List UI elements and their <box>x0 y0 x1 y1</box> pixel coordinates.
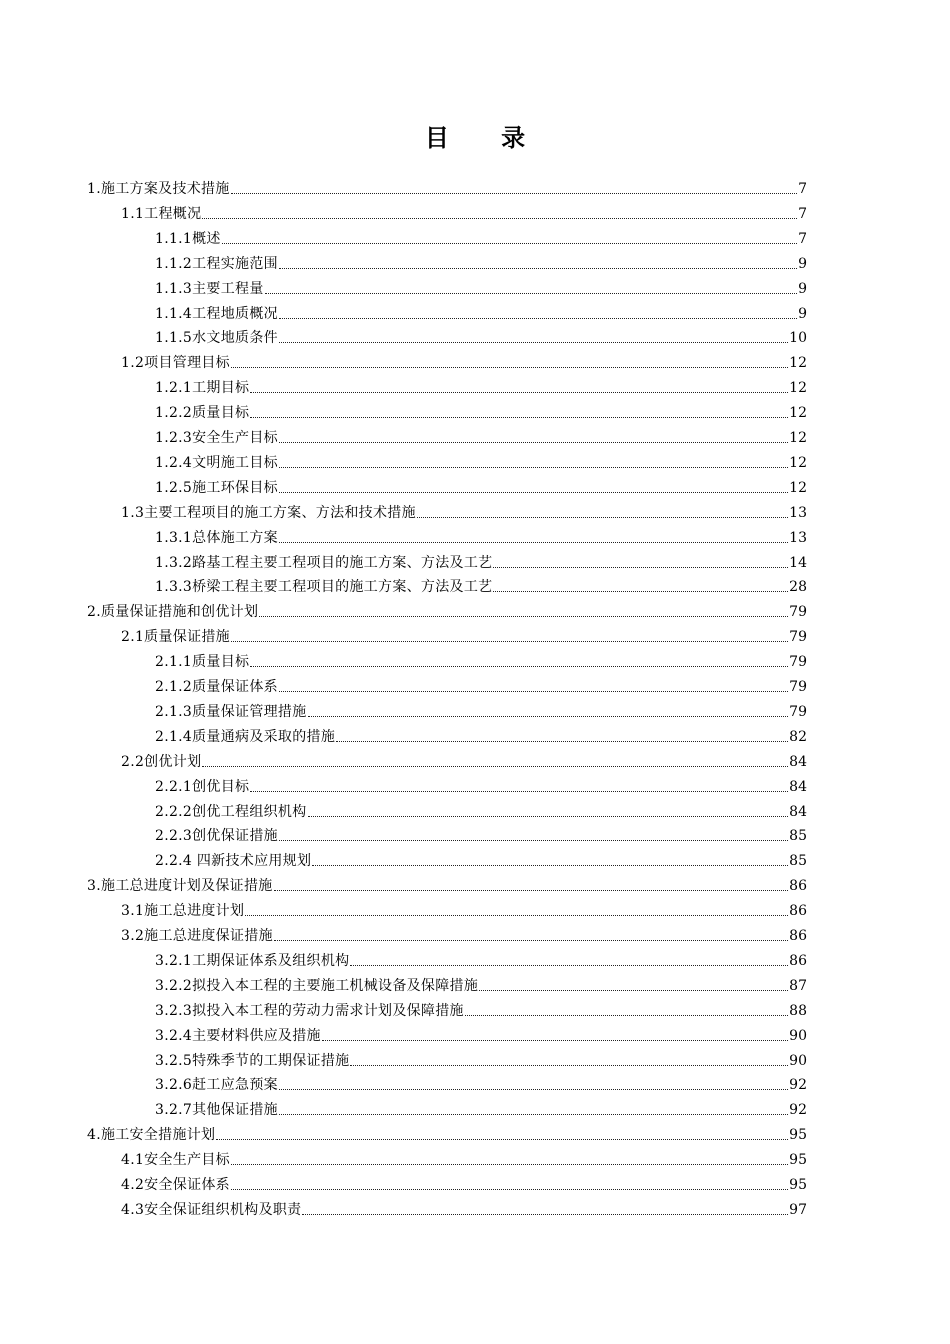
dot-leader <box>231 1164 788 1165</box>
dot-leader <box>493 567 788 568</box>
toc-entry-label: 4.施工安全措施计划 <box>87 1127 216 1144</box>
dot-leader <box>312 865 788 866</box>
dot-leader <box>279 492 788 493</box>
dot-leader <box>350 1065 788 1066</box>
toc-entry-label: 1.1.2工程实施范围 <box>155 255 278 272</box>
toc-entry-page-number: 86 <box>789 903 807 920</box>
toc-entry[interactable] <box>121 898 807 920</box>
toc-entry-label: 3.2.6赶工应急预案 <box>155 1077 278 1094</box>
toc-entry-page-number: 82 <box>789 728 807 745</box>
toc-entry-label: 1.1工程概况 <box>121 205 202 222</box>
dot-leader <box>250 791 788 792</box>
toc-entry-page-number: 12 <box>789 454 807 471</box>
toc-entry-page-number: 85 <box>789 853 807 870</box>
toc-entry-label: 1.2.5施工环保目标 <box>155 479 278 496</box>
toc-entry-page-number: 87 <box>789 977 807 994</box>
toc-entry[interactable] <box>155 998 807 1020</box>
toc-entry[interactable] <box>87 176 807 198</box>
toc-entry-page-number: 86 <box>789 878 807 895</box>
toc-entry[interactable] <box>155 276 807 298</box>
dot-leader <box>274 890 789 891</box>
toc-entry[interactable] <box>87 599 807 621</box>
toc-entry[interactable] <box>155 674 807 696</box>
toc-entry-label: 1.1.1概述 <box>155 230 221 247</box>
toc-entry-label: 3.2.4主要材料供应及措施 <box>155 1027 321 1044</box>
toc-entry-label: 2.质量保证措施和创优计划 <box>87 604 259 621</box>
dot-leader <box>279 840 788 841</box>
toc-entry-label: 2.2创优计划 <box>121 753 202 770</box>
toc-entry[interactable] <box>155 799 807 821</box>
toc-entry-label: 4.3安全保证组织机构及职责 <box>121 1201 302 1218</box>
toc-entry-label: 4.1安全生产目标 <box>121 1152 230 1169</box>
toc-entry-page-number: 90 <box>789 1027 807 1044</box>
toc-entry-label: 2.1.1质量目标 <box>155 654 250 671</box>
dot-leader <box>279 467 788 468</box>
toc-entry-page-number: 97 <box>789 1201 807 1218</box>
toc-entry-page-number: 84 <box>789 778 807 795</box>
toc-entry-label: 1.1.3主要工程量 <box>155 280 264 297</box>
toc-entry-label: 2.1.2质量保证体系 <box>155 679 278 695</box>
toc-entry-page-number: 95 <box>789 1152 807 1169</box>
toc-entry-label: 3.2.3拟投入本工程的劳动力需求计划及保障措施 <box>155 1002 464 1019</box>
dot-leader <box>417 517 788 518</box>
dot-leader <box>231 1189 788 1190</box>
toc-entry-page-number: 12 <box>789 380 807 397</box>
dot-leader <box>279 542 788 543</box>
toc-entry[interactable] <box>155 400 807 422</box>
toc-entry[interactable] <box>155 948 807 970</box>
toc-entry[interactable] <box>87 873 807 895</box>
dot-leader <box>265 293 797 294</box>
toc-entry[interactable] <box>121 1197 807 1219</box>
toc-entry-page-number: 92 <box>789 1102 807 1119</box>
toc-entry-page-number: 79 <box>789 654 807 671</box>
toc-entry-page-number: 14 <box>789 554 807 571</box>
dot-leader <box>250 417 788 418</box>
toc-entry-page-number: 79 <box>789 629 807 646</box>
dot-leader <box>250 392 788 393</box>
dot-leader <box>279 1114 788 1115</box>
toc-entry-page-number: 84 <box>789 753 807 770</box>
toc-entry[interactable] <box>155 525 807 547</box>
toc-entry-label: 1.3.3桥梁工程主要工程项目的施工方案、方法及工艺 <box>155 579 493 596</box>
toc-entry[interactable] <box>155 450 807 472</box>
toc-entry[interactable] <box>155 550 807 572</box>
toc-entry-label: 2.1.4质量通病及采取的措施 <box>155 728 336 745</box>
dot-leader <box>279 1089 788 1090</box>
toc-entry[interactable] <box>155 699 807 721</box>
toc-entry-page-number: 7 <box>798 205 807 222</box>
toc-entry-label: 1.1.5水文地质条件 <box>155 330 278 347</box>
toc-entry[interactable] <box>121 500 807 522</box>
toc-entry-label: 3.施工总进度计划及保证措施 <box>87 878 273 895</box>
toc-entry-label: 2.2.3创优保证措施 <box>155 828 278 845</box>
toc-entry[interactable] <box>155 325 807 347</box>
toc-entry-page-number: 92 <box>789 1077 807 1094</box>
toc-entry-page-number: 7 <box>798 230 807 247</box>
toc-entry-page-number: 10 <box>789 330 807 347</box>
toc-entry-page-number: 79 <box>789 604 807 621</box>
dot-leader <box>336 741 788 742</box>
dot-leader <box>274 940 788 941</box>
dot-leader <box>279 442 788 443</box>
dot-leader <box>302 1214 788 1215</box>
toc-entry-page-number: 85 <box>789 828 807 845</box>
toc-entry[interactable] <box>155 823 807 845</box>
toc-entry[interactable] <box>155 1097 807 1119</box>
toc-entry-label: 3.1施工总进度计划 <box>121 903 245 920</box>
toc-entry-label: 3.2.7其他保证措施 <box>155 1102 278 1119</box>
dot-leader <box>259 616 788 617</box>
toc-entry-label: 1.3.1总体施工方案 <box>155 529 278 546</box>
dot-leader <box>250 666 788 667</box>
toc-entry[interactable] <box>155 475 807 497</box>
toc-entry-page-number: 88 <box>789 1002 807 1019</box>
toc-entry-page-number: 7 <box>798 181 807 197</box>
toc-entry[interactable] <box>155 724 807 746</box>
toc-entry-page-number: 86 <box>789 928 807 944</box>
toc-entry-page-number: 79 <box>789 679 807 695</box>
dot-leader <box>202 766 788 767</box>
toc-entry-page-number: 79 <box>789 703 807 720</box>
toc-entry[interactable] <box>155 251 807 273</box>
toc-entry-label: 3.2.5特殊季节的工期保证措施 <box>155 1052 350 1069</box>
toc-entry-page-number: 84 <box>789 803 807 820</box>
toc-entry-label: 1.施工方案及技术措施 <box>87 181 230 197</box>
toc-entry-page-number: 9 <box>798 305 807 322</box>
toc-entry[interactable] <box>155 1023 807 1045</box>
toc-entry-label: 3.2施工总进度保证措施 <box>121 928 273 944</box>
toc-entry[interactable] <box>155 574 807 596</box>
toc-entry-label: 3.2.1工期保证体系及组织机构 <box>155 952 350 969</box>
toc-entry-page-number: 90 <box>789 1052 807 1069</box>
toc-entry-page-number: 95 <box>789 1177 807 1193</box>
toc-entry-page-number: 86 <box>789 952 807 969</box>
toc-entry[interactable] <box>121 350 807 372</box>
dot-leader <box>216 1139 788 1140</box>
toc-entry-label: 2.1质量保证措施 <box>121 629 230 646</box>
toc-entry-page-number: 12 <box>789 430 807 446</box>
toc-entry-label: 2.2.1创优目标 <box>155 778 250 795</box>
toc-entry[interactable] <box>121 201 807 223</box>
dot-leader <box>479 990 788 991</box>
dot-leader <box>231 367 788 368</box>
toc-entry[interactable] <box>121 749 807 771</box>
toc-entry-page-number: 95 <box>789 1127 807 1144</box>
toc-entry-label: 2.2.4 四新技术应用规划 <box>155 853 312 870</box>
toc-entry-label: 1.1.4工程地质概况 <box>155 305 278 322</box>
toc-entry-label: 2.2.2创优工程组织机构 <box>155 803 307 820</box>
toc-entry-label: 1.2.2质量目标 <box>155 405 250 422</box>
dot-leader <box>231 641 788 642</box>
toc-entry-label: 1.2.1工期目标 <box>155 380 250 397</box>
toc-entry[interactable] <box>155 375 807 397</box>
toc-entry-label: 3.2.2拟投入本工程的主要施工机械设备及保障措施 <box>155 977 479 994</box>
page-title: 目 录 <box>424 124 548 152</box>
toc-entry[interactable] <box>155 301 807 323</box>
toc-entry[interactable] <box>121 624 807 646</box>
dot-leader <box>465 1015 788 1016</box>
toc-entry-label: 1.3.2路基工程主要工程项目的施工方案、方法及工艺 <box>155 554 493 571</box>
toc-entry[interactable] <box>121 923 807 945</box>
toc-entry[interactable] <box>155 649 807 671</box>
toc-entry-page-number: 12 <box>789 405 807 422</box>
toc-entry[interactable] <box>155 1048 807 1070</box>
dot-leader <box>222 243 797 244</box>
toc-entry-page-number: 12 <box>789 479 807 496</box>
toc-entry[interactable] <box>121 1172 807 1194</box>
toc-entry-page-number: 13 <box>789 504 807 521</box>
toc-entry[interactable] <box>155 1072 807 1094</box>
dot-leader <box>279 268 797 269</box>
toc-entry-label: 1.2.4文明施工目标 <box>155 454 278 471</box>
dot-leader <box>308 716 789 717</box>
dot-leader <box>202 218 797 219</box>
toc-entry-label: 1.2项目管理目标 <box>121 355 230 372</box>
toc-entry[interactable] <box>155 425 807 447</box>
toc-entry[interactable] <box>155 774 807 796</box>
dot-leader <box>493 591 788 592</box>
dot-leader <box>322 1040 788 1041</box>
toc-entry[interactable] <box>155 848 807 870</box>
dot-leader <box>231 193 797 194</box>
dot-leader <box>279 342 788 343</box>
toc-entry-label: 1.2.3安全生产目标 <box>155 430 278 446</box>
dot-leader <box>279 691 788 692</box>
toc-entry-page-number: 12 <box>789 355 807 372</box>
dot-leader <box>279 318 797 319</box>
dot-leader <box>245 915 788 916</box>
toc-entry-label: 2.1.3质量保证管理措施 <box>155 703 307 720</box>
toc-entry-label: 4.2安全保证体系 <box>121 1177 230 1193</box>
dot-leader <box>350 965 788 966</box>
toc-entry[interactable] <box>121 1147 807 1169</box>
toc-entry-label: 1.3主要工程项目的施工方案、方法和技术措施 <box>121 504 416 521</box>
dot-leader <box>308 816 789 817</box>
toc-entry-page-number: 13 <box>789 529 807 546</box>
toc-entry-page-number: 9 <box>798 280 807 297</box>
toc-entry[interactable] <box>87 1122 807 1144</box>
toc-entry[interactable] <box>155 973 807 995</box>
toc-entry-page-number: 28 <box>789 579 807 596</box>
toc-entry-page-number: 9 <box>798 255 807 272</box>
toc-entry[interactable] <box>155 226 807 248</box>
